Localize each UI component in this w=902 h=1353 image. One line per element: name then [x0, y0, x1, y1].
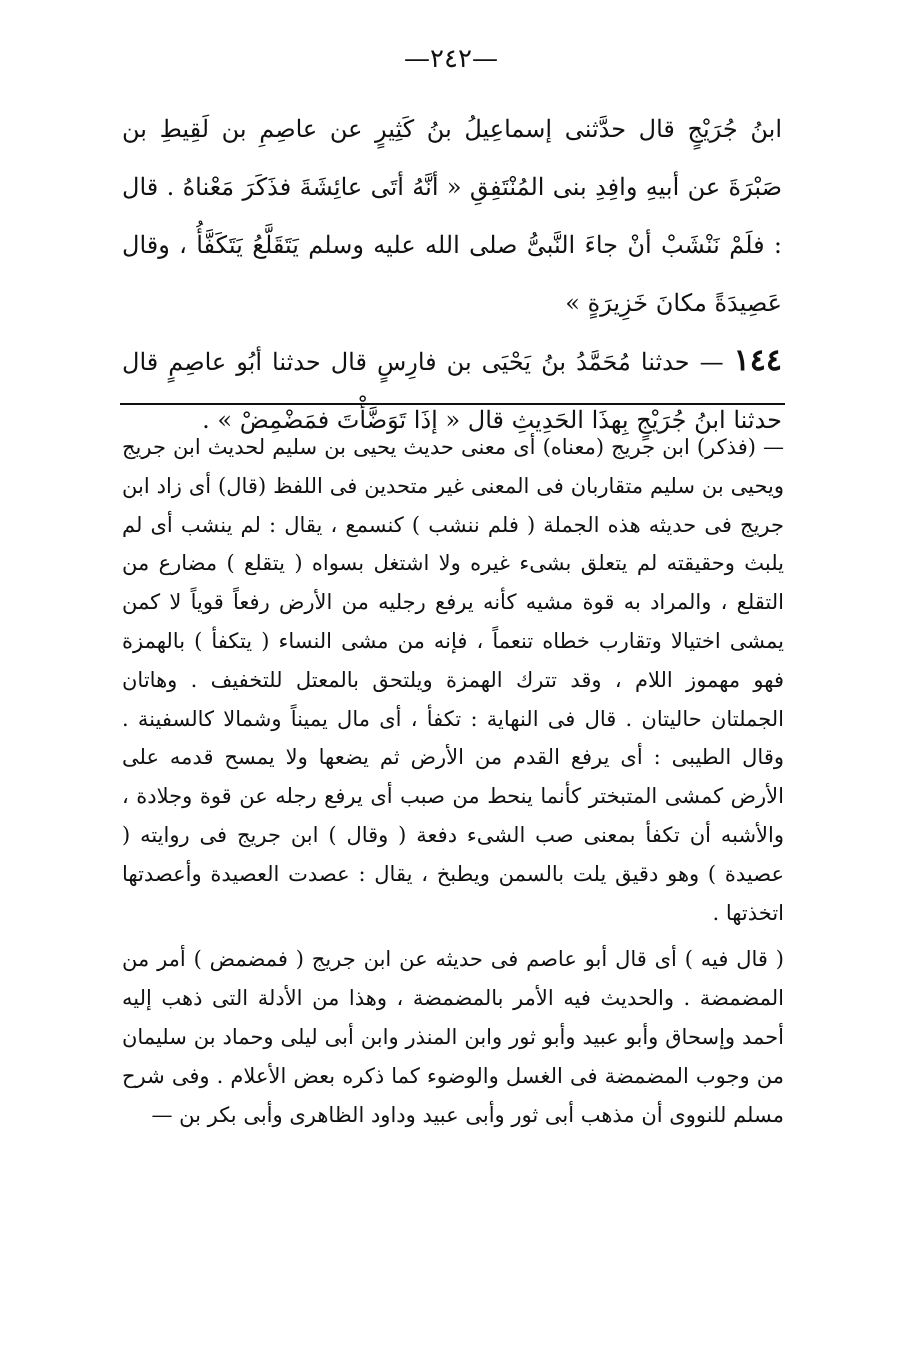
hadith-paragraph-text: — حدثنا مُحَمَّدُ بنُ يَحْيَى بن فارِسٍ قال حدثنا أبُو عاصِمٍ قال حدثنا ابنُ جُرَيْجٍ بِهذَا الحَدِيثِ قال « إذَا تَوَضَّأْتَ فمَضْمِضْ » .	[122, 348, 782, 434]
hadith-paragraph: ابنُ جُرَيْجٍ قال حدَّثنى إسماعِيلُ بنُ كَثِيرٍ عن عاصِمِ بن لَقِيطِ بن صَبْرَةَ عن أبيهِ وافِدِ بنى المُنْتَفِقِ « أنَّهُ أتَى عائِشَةَ فذَكَرَ مَعْناهُ . قال : فلَمْ نَنْشَبْ أنْ جاءَ النَّبىُّ صلى الله عليه وسلم يَتَقَلَّعُ يَتَكَفَّأُ ، وقال عَصِيدَةً مكانَ خَزِيرَةٍ »	[122, 115, 782, 317]
commentary-paragraph: — (فذكر) ابن جريج (معناه) أى معنى حديث يحيى بن سليم لحديث ابن جريج ويحيى بن سليم متقاربان فى المعنى غير متحدين فى اللفظ (قال) أى زاد ابن جريج فى حديثه هذه الجملة ( فلم ننشب ) كنسمع ، يقال : لم ينشب أى لم يلبث وحقيقته لم يتعلق بشىء غيره ولا اشتغل بسواه ( يتقلع ) مضارع من التقلع ، والمراد به قوة مشيه كأنه يرفع رجليه من الأرض رفعاً قوياً لا كمن يمشى اختيالا وتقارب خطاه تنعماً ، فإنه من مشى النساء ( يتكفأ ) بالهمزة فهو مهموز اللام ، وقد تترك الهمزة ويلتحق بالمعتل للتخفيف . وهاتان الجملتان حاليتان . قال فى النهاية : تكفأ ، أى مال يميناً وشمالا كالسفينة . وقال الطيبى : أى يرفع القدم من الأرض ثم يضعها ولا يمسح قدمه على الأرض كمشى المتبختر كأنما ينحط من صبب أى يرفع رجله عن قوة وجلادة ، والأشبه أن تكفأ بمعنى صب الشىء دفعة ( وقال ) ابن جريج فى روايته ( عصيدة ) وهو دقيق يلت بالسمن ويطبخ ، يقال : عصدت العصيدة وأعصدتها اتخذتها .	[122, 435, 784, 925]
commentary-text	[122, 428, 784, 1134]
hadith-number: ١٤٤	[733, 343, 782, 378]
commentary-paragraph: ( قال فيه ) أى قال أبو عاصم فى حديثه عن ابن جريج ( فمضمض ) أمر من المضمضة . والحديث فيه الأمر بالمضمضة ، وهذا من الأدلة التى ذهب إليه أحمد وإسحاق وأبو عبيد وأبو ثور وابن المنذر وابن أبى ليلى وحماد بن سليمان من وجوب المضمضة فى الغسل والوضوء كما ذكره بعض الأعلام . وفى شرح مسلم للنووى أن مذهب أبى ثور وأبى عبيد وداود الظاهرى وأبى بكر بن —	[122, 947, 784, 1127]
hadith-text	[122, 100, 782, 449]
page-number: —٢٤٢—	[404, 44, 498, 74]
section-divider	[120, 403, 785, 405]
